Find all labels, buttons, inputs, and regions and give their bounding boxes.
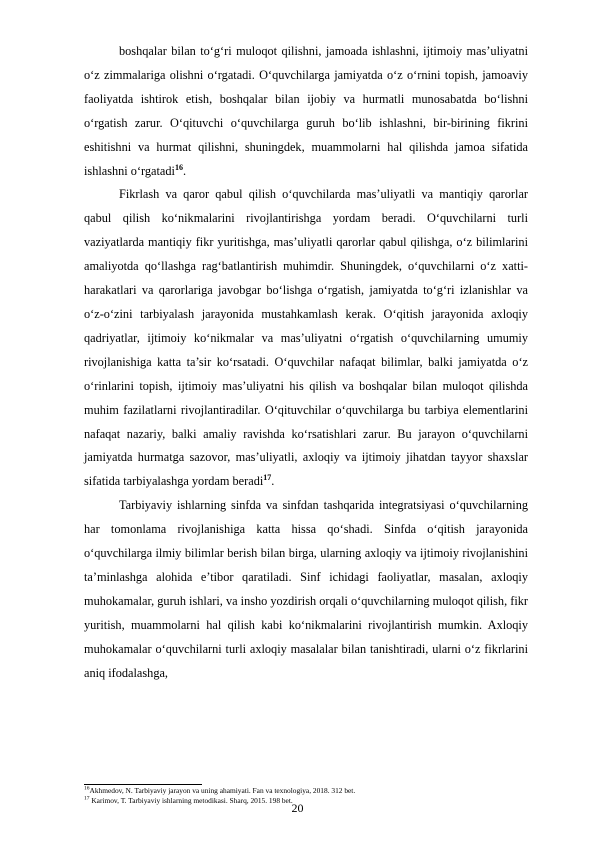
footnote-16: $^{16}$Akhmedov, N. Tarbiyaviy jarayon va uning ahamiyati. Fan va texnologiya, 2018. 312 bet. (84, 785, 356, 795)
paragraph-1: boshqalar bilan to‘g‘ri muloqot qilishni, jamoada ishlashni, ijtimoiy mas’uliyatni o‘z zimmalariga olishni o‘rgatadi. O‘quvchilarga jamiyatda o‘z o‘rnini topish, jamoaviy faoliyatda ishtirok etish, boshqalar bilan ijobiy va hurmatli munosabatda bo‘lishni o‘rgatish zarur. O‘qituvchi o‘quvchilarga guruh bo‘lib ishlashni, bir-birining fikrini eshitishni va hurmat qilishni, shuningdek, muammolarni hal qilishda jamoa sifatida ishlashni o‘rgatadi$^{16}$. (84, 44, 528, 178)
paragraph-2: Fikrlash va qaror qabul qilish o‘quvchilarda mas’uliyatli va mantiqiy qarorlar qabul qilish ko‘nikmalarini rivojlantirishga yordam beradi. O‘quvchilarni turli vaziyatlarda mantiqiy fikr yuritishga, mas’uliyatli qarorlar qabul qilishga, o‘z bilimlarini amaliyotda qo‘llashga rag‘batlantirish muhimdir. Shuningdek, o‘quvchilarni o‘z xatti-harakatlari va qarorlariga javobgar bo‘lishga o‘rgatish, jamiyatda to‘g‘ri izlanishlar va o‘z-o‘zini tarbiyalash jarayonida mustahkamlash kerak. O‘qitish jarayonida axloqiy qadriyatlar, ijtimoiy ko‘nikmalar va mas’uliyatni o‘rgatish o‘quvchilarning umumiy rivojlanishiga katta ta’sir ko‘rsatadi. O‘quvchilar nafaqat bilimlar, balki jamiyatda o‘z o‘rinlarini topish, ijtimoiy mas’uliyatni his qilish va boshqalar bilan muloqot qilishda muhim fazilatlarni rivojlantiradilar. O‘qituvchilar o‘quvchilarga bu tarbiya elementlarini nafaqat nazariy, balki amaliy ravishda ko‘rsatishlari zarur. Bu jarayon o‘quvchilarni jamiyatda hurmatga sazovor, mas’uliyatli, axloqiy va ijtimoiy jihatdan tayyor shaxslar sifatida tarbiyalashga yordam beradi$^{17}$. (84, 187, 528, 489)
footnote-ref-17[interactable]: 17 (263, 473, 272, 483)
paragraph-3: Tarbiyaviy ishlarning sinfda va sinfdan tashqarida integratsiyasi o‘quvchilarning har tomonlama rivojlanishiga katta hissa qo‘shadi. Sinfda o‘qitish jarayonida o‘quvchilarga ilmiy bilimlar berish bilan birga, ularning axloqiy va ijtimoiy rivojlanishini ta’minlashga alohida e’tibor qaratiladi. Sinf ichidagi faoliyatlar, masalan, axloqiy muhokamalar, guruh ishlari, va insho yozdirish orqali o‘quvchilarning muloqot qilish, fikr yuritish, muammolarni hal qilish kabi ko‘nikmalarini rivojlantirish mumkin. Axloqiy muhokamalar o‘quvchilarni turli axloqiy masalalar bilan tanishtiradi, ularni o‘z fikrlarini aniq ifodalashga, (84, 498, 528, 680)
footnote-17: $^{17}$ Karimov, T. Tarbiyaviy ishlarning metodikasi. Sharq, 2015. 198 bet. (84, 795, 293, 805)
body-text (84, 40, 528, 685)
page-number: 20 (291, 801, 304, 815)
footnote-ref-16[interactable]: 16 (174, 162, 183, 172)
footnote-separator (84, 784, 202, 785)
